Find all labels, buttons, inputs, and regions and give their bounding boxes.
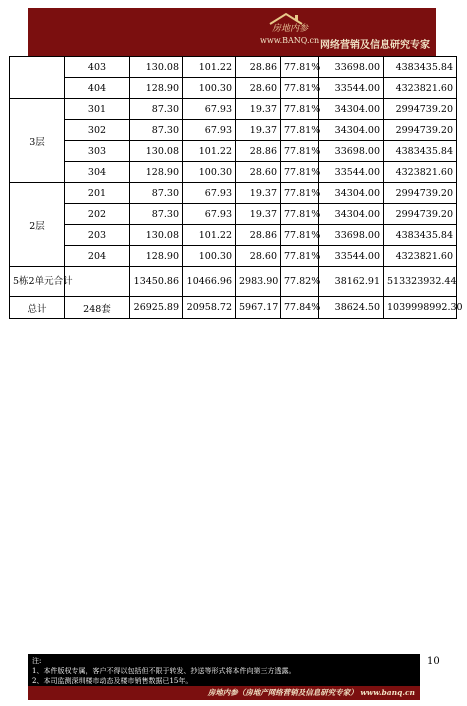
header-tagline: 网络营销及信息研究专家: [320, 40, 430, 51]
table-cell: 33544.00: [319, 246, 384, 267]
table-cell: 28.86: [236, 141, 281, 162]
table-cell: 77.81%: [281, 99, 319, 120]
table-cell: 67.93: [183, 183, 236, 204]
table-cell: 101.22: [183, 225, 236, 246]
table-cell: 38162.91: [319, 267, 384, 297]
note-1: 1、本件版权专属，客户不得以包括但不限于转发、抄送等形式将本件向第三方透露。: [32, 667, 296, 675]
table-cell: 128.90: [130, 162, 183, 183]
table-cell: 28.60: [236, 162, 281, 183]
table-cell: 5967.17: [236, 297, 281, 319]
floor-label-cell: 3层: [10, 99, 65, 183]
table-cell: 67.93: [183, 99, 236, 120]
table-cell: 33698.00: [319, 225, 384, 246]
table-cell: 28.60: [236, 78, 281, 99]
table-cell: 203: [65, 225, 130, 246]
table-row: [10, 99, 457, 120]
table-cell: 4383435.84: [384, 225, 457, 246]
table-cell: 202: [65, 204, 130, 225]
table-cell: 77.81%: [281, 162, 319, 183]
total-units: 248套: [65, 297, 130, 319]
table-cell: 2994739.20: [384, 99, 457, 120]
table-cell: 513323932.44: [384, 267, 457, 297]
table-cell: 34304.00: [319, 120, 384, 141]
table-cell: 77.81%: [281, 246, 319, 267]
table-cell: 201: [65, 183, 130, 204]
logo-text: 房地内参: [272, 24, 309, 34]
table-cell: 2994739.20: [384, 204, 457, 225]
table-cell: 77.81%: [281, 120, 319, 141]
table-cell: 77.81%: [281, 141, 319, 162]
table-row: [10, 162, 457, 183]
table-cell: 101.22: [183, 57, 236, 78]
table-cell: 67.93: [183, 204, 236, 225]
table-cell: 1039998992.30: [384, 297, 457, 319]
table-cell: 100.30: [183, 246, 236, 267]
footer-bar: 房地内参（房地产网络营销及信息研究专家） www.banq.cn: [28, 686, 420, 700]
note-2: 2、本司监测深圳楼市动态及楼市销售数据已15年。: [32, 677, 193, 685]
table-cell: 4323821.60: [384, 78, 457, 99]
table-cell: 4323821.60: [384, 246, 457, 267]
table-cell: 404: [65, 78, 130, 99]
table-cell: 87.30: [130, 204, 183, 225]
table-cell: 13450.86: [130, 267, 183, 297]
table-cell: 130.08: [130, 141, 183, 162]
header-url: www.BANQ.cn: [260, 36, 320, 45]
table-cell: 403: [65, 57, 130, 78]
table-cell: 10466.96: [183, 267, 236, 297]
table-cell: 301: [65, 99, 130, 120]
table-cell: 33544.00: [319, 162, 384, 183]
table-cell: 4383435.84: [384, 141, 457, 162]
floor-label-cell: [10, 57, 65, 99]
table-cell: 34304.00: [319, 99, 384, 120]
table-cell: 100.30: [183, 78, 236, 99]
table-cell: 33698.00: [319, 57, 384, 78]
table-row: [10, 120, 457, 141]
table-cell: 2994739.20: [384, 120, 457, 141]
table-cell: 77.81%: [281, 78, 319, 99]
table-cell: 77.81%: [281, 204, 319, 225]
table-cell: 204: [65, 246, 130, 267]
total-label: 总计: [10, 297, 65, 319]
floor-label-cell: 2层: [10, 183, 65, 267]
table-cell: 19.37: [236, 120, 281, 141]
table-cell: 2994739.20: [384, 183, 457, 204]
table-cell: 19.37: [236, 204, 281, 225]
subtotal-row: [10, 267, 457, 297]
table-cell: 19.37: [236, 99, 281, 120]
table-cell: 87.30: [130, 99, 183, 120]
table-cell: 128.90: [130, 246, 183, 267]
subtotal-units: [65, 267, 130, 297]
table-cell: 128.90: [130, 78, 183, 99]
table-row: [10, 225, 457, 246]
table-cell: 77.82%: [281, 267, 319, 297]
table-cell: 67.93: [183, 120, 236, 141]
table-cell: 20958.72: [183, 297, 236, 319]
table-cell: 87.30: [130, 120, 183, 141]
table-row: [10, 57, 457, 78]
table-cell: 304: [65, 162, 130, 183]
table-cell: 19.37: [236, 183, 281, 204]
table-cell: 33544.00: [319, 78, 384, 99]
table-cell: 101.22: [183, 141, 236, 162]
table-cell: 34304.00: [319, 204, 384, 225]
table-cell: 130.08: [130, 57, 183, 78]
table-cell: 28.86: [236, 225, 281, 246]
total-row: [10, 297, 457, 319]
table-cell: 28.60: [236, 246, 281, 267]
table-row: [10, 183, 457, 204]
table-cell: 77.81%: [281, 225, 319, 246]
table-cell: 77.84%: [281, 297, 319, 319]
table-cell: 130.08: [130, 225, 183, 246]
table-row: [10, 204, 457, 225]
table-cell: 33698.00: [319, 141, 384, 162]
table-row: [10, 78, 457, 99]
subtotal-label: 5栋2单元合计: [10, 267, 65, 297]
table-cell: 302: [65, 120, 130, 141]
table-cell: 77.81%: [281, 57, 319, 78]
footer-notes: [28, 654, 420, 686]
table-cell: 4383435.84: [384, 57, 457, 78]
table-cell: 38624.50: [319, 297, 384, 319]
table-cell: 100.30: [183, 162, 236, 183]
table-cell: 87.30: [130, 183, 183, 204]
sales-table: [9, 56, 463, 319]
table-cell: 77.81%: [281, 183, 319, 204]
table-cell: 303: [65, 141, 130, 162]
table-cell: 28.86: [236, 57, 281, 78]
table-cell: 34304.00: [319, 183, 384, 204]
table-row: [10, 246, 457, 267]
header-banner: [28, 8, 436, 56]
page-number: 10: [427, 656, 440, 667]
table-cell: 26925.89: [130, 297, 183, 319]
table-cell: 4323821.60: [384, 162, 457, 183]
table-cell: 2983.90: [236, 267, 281, 297]
table-row: [10, 141, 457, 162]
notes-title: 注:: [32, 657, 42, 665]
